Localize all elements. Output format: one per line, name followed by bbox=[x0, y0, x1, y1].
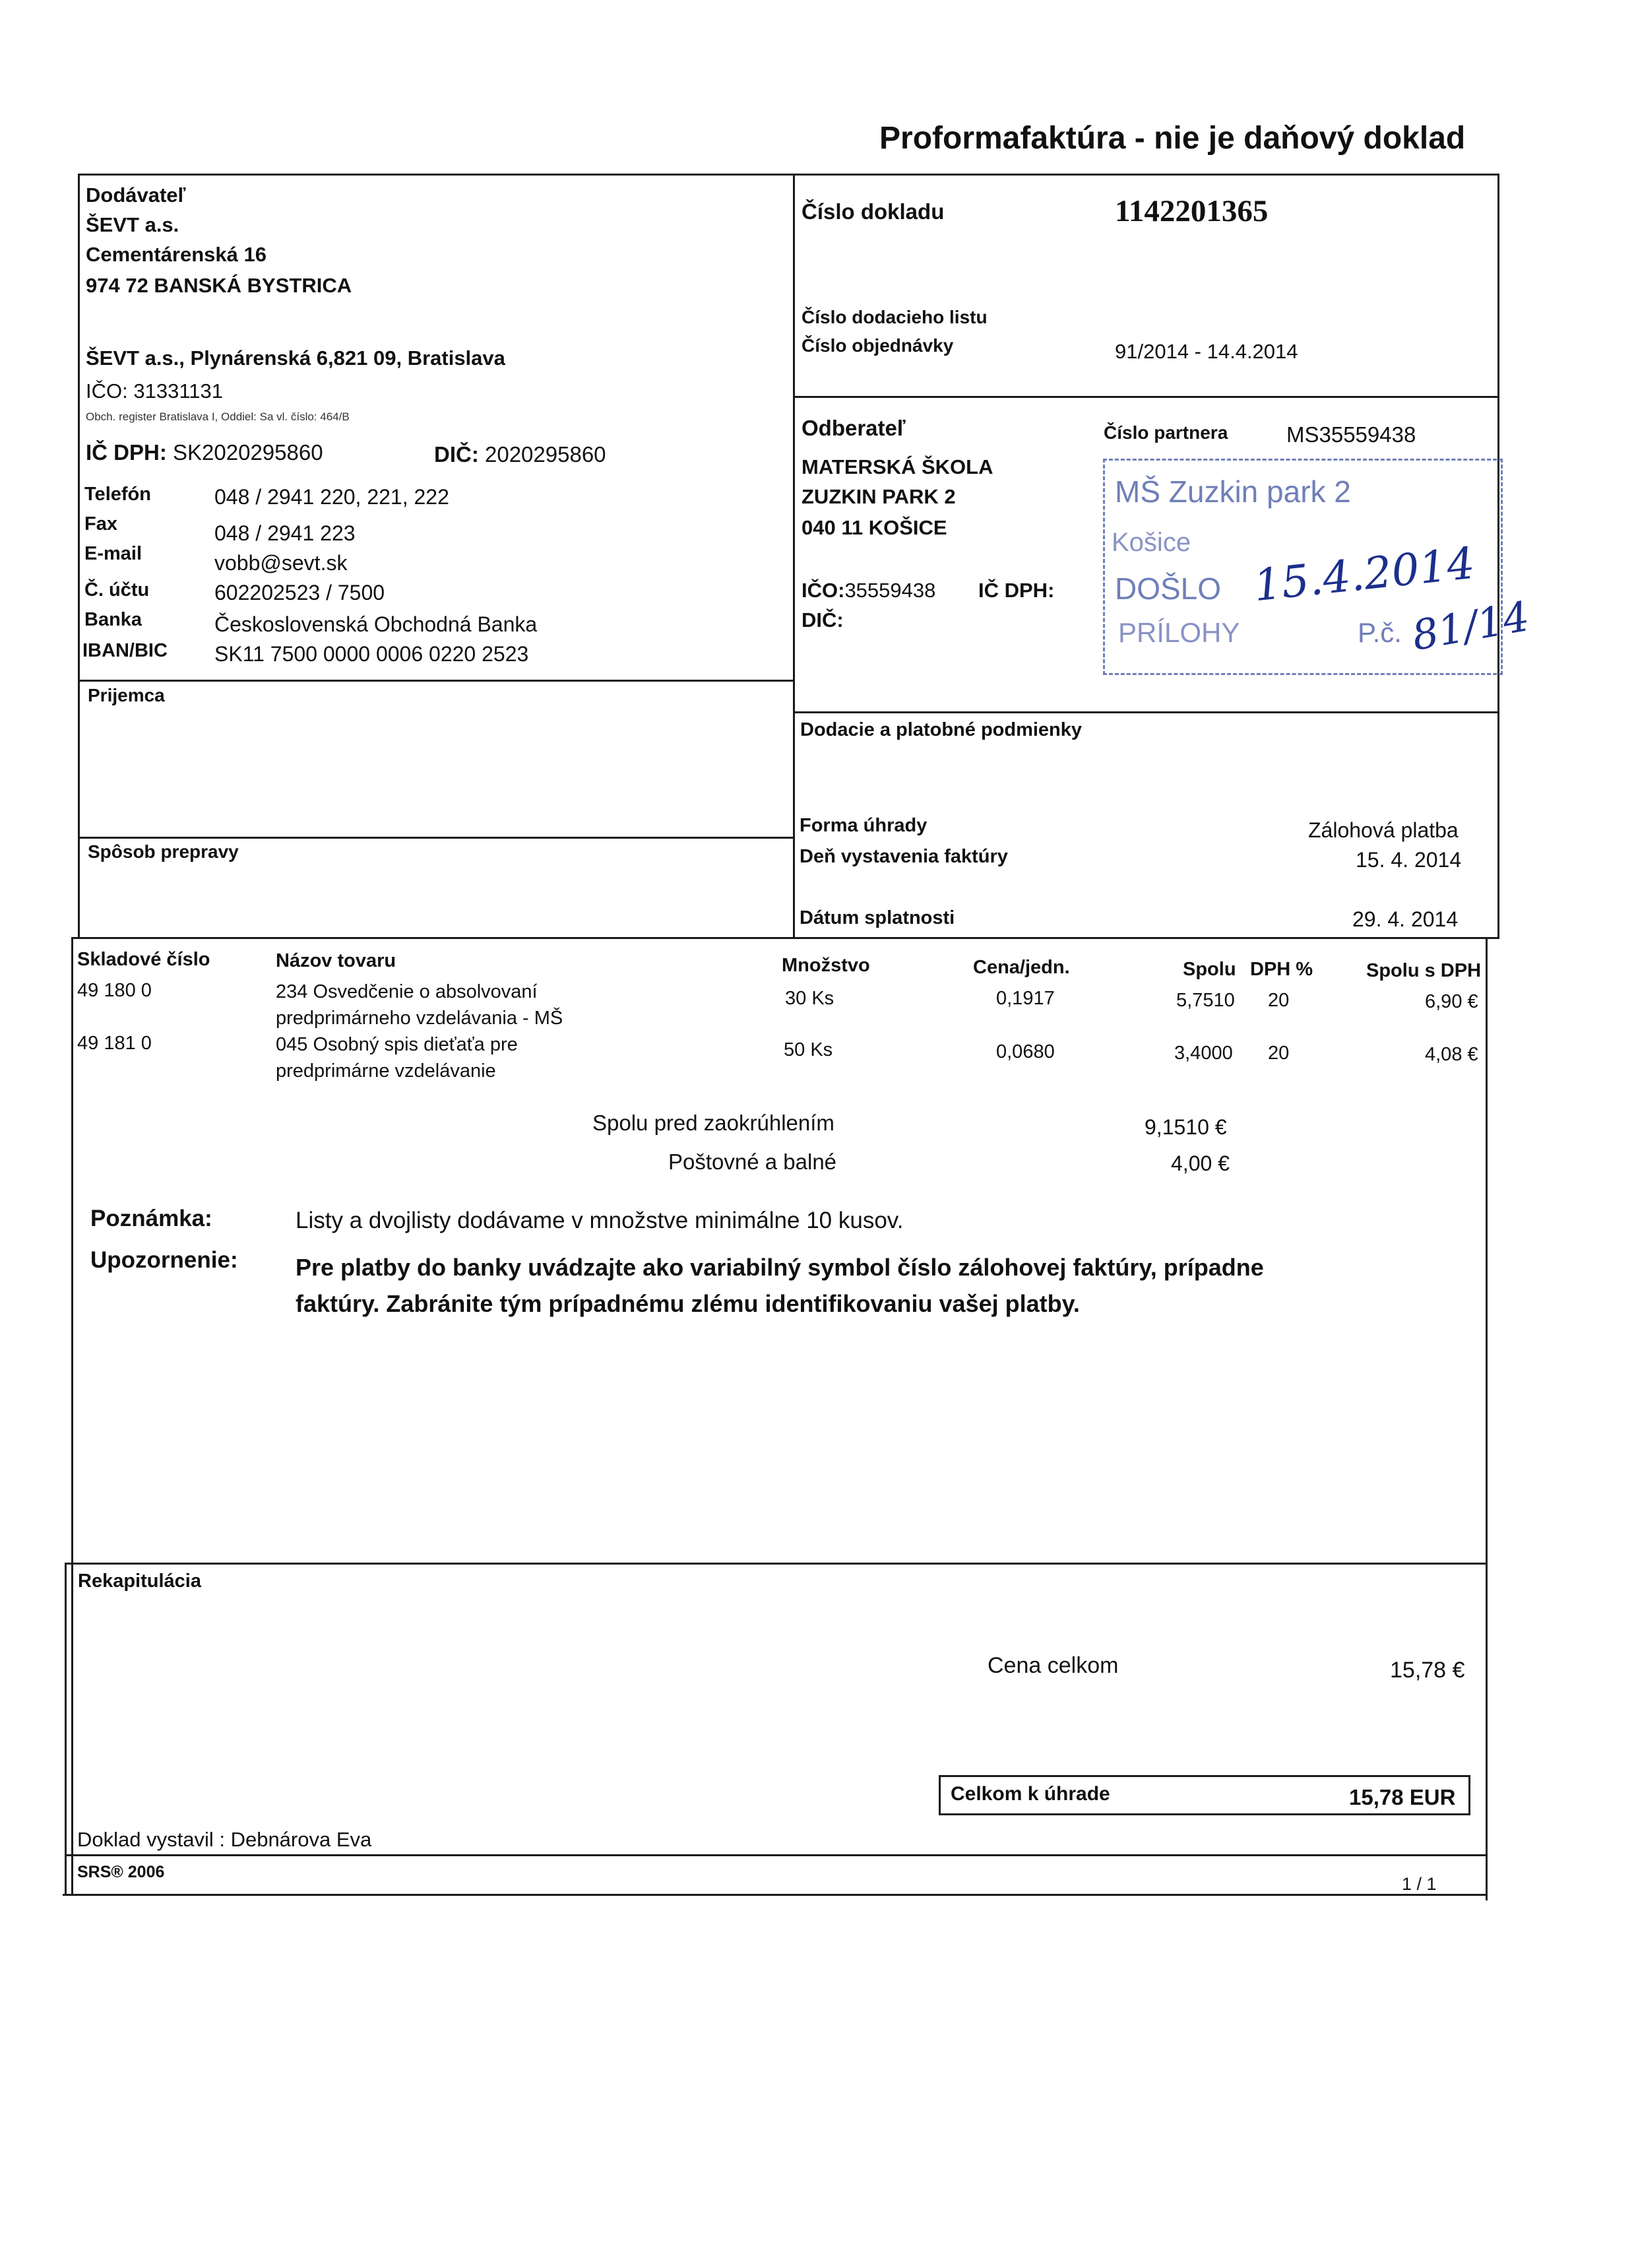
delivery-list-label: Číslo dodacieho listu bbox=[802, 307, 988, 327]
col-name-header: Názov tovaru bbox=[276, 950, 396, 971]
payment-value: Zálohová platba bbox=[1308, 818, 1459, 842]
order-value: 91/2014 - 14.4.2014 bbox=[1115, 340, 1298, 363]
supplier-icdph-label: IČ DPH: bbox=[86, 440, 167, 465]
supplier-ico-label: IČO: bbox=[86, 379, 128, 403]
recap-heading: Rekapitulácia bbox=[78, 1571, 201, 1592]
software-label: SRS® 2006 bbox=[77, 1863, 165, 1881]
stamp-line2: Košice bbox=[1112, 528, 1191, 557]
recipient-bottom bbox=[78, 837, 794, 839]
supplier-heading: Dodávateľ bbox=[86, 183, 186, 207]
items-top bbox=[71, 937, 1499, 939]
supplier-dic-value: 2020295860 bbox=[485, 442, 606, 467]
transport-label: Spôsob prepravy bbox=[88, 841, 239, 862]
warning-line2: faktúry. Zabránite tým prípadnému zlému identifikovaniu vašej platby. bbox=[296, 1290, 1080, 1317]
doc-number-label: Číslo dokladu bbox=[802, 199, 945, 224]
doc-number: 1142201365 bbox=[1115, 194, 1269, 228]
supplier-ico-value: 31331131 bbox=[133, 379, 223, 403]
frame-left-lower bbox=[71, 937, 73, 1894]
col-unitprice-header: Cena/jedn. bbox=[973, 957, 1070, 978]
stamp-line1: MŠ Zuzkin park 2 bbox=[1115, 474, 1351, 509]
contact-value-account: 602202523 / 7500 bbox=[214, 581, 385, 604]
terms-heading: Dodacie a platobné podmienky bbox=[800, 719, 1083, 740]
frame-mid-divider bbox=[793, 174, 795, 939]
col-sku-header: Skladové číslo bbox=[77, 949, 210, 970]
contact-value-phone: 048 / 2941 220, 221, 222 bbox=[214, 485, 449, 509]
customer-street: ZUZKIN PARK 2 bbox=[802, 485, 956, 508]
col-total-header: Spolu bbox=[1183, 959, 1236, 980]
issue-date-label: Deň vystavenia faktúry bbox=[800, 846, 1008, 867]
frame-top bbox=[78, 174, 1499, 176]
col-qty-header: Množstvo bbox=[782, 955, 870, 976]
contact-value-email: vobb@sevt.sk bbox=[214, 551, 348, 575]
frame-right-lower bbox=[1486, 937, 1488, 1900]
contact-value-fax: 048 / 2941 223 bbox=[214, 521, 356, 545]
customer-name: MATERSKÁ ŠKOLA bbox=[802, 455, 993, 478]
supplier-register: Obch. register Bratislava I, Oddiel: Sa vl. číslo: 464/B bbox=[86, 410, 350, 423]
customer-ico bbox=[802, 579, 935, 602]
due-date-value: 29. 4. 2014 bbox=[1352, 907, 1459, 931]
due-date-label: Dátum splatnosti bbox=[800, 907, 955, 928]
col-vat-header: DPH % bbox=[1250, 959, 1313, 980]
supplier-hq: ŠEVT a.s., Plynárenská 6,821 09, Bratislava bbox=[86, 346, 505, 370]
warning-line1: Pre platby do banky uvádzajte ako variabilný symbol číslo zálohovej faktúry, prípadne bbox=[296, 1254, 1264, 1281]
contact-label-email: E-mail bbox=[84, 543, 142, 564]
frame-left-upper bbox=[78, 174, 80, 939]
note-label: Poznámka: bbox=[90, 1206, 212, 1231]
customer-heading: Odberateľ bbox=[802, 416, 906, 440]
payment-label: Forma úhrady bbox=[800, 815, 928, 836]
contact-value-bank: Československá Obchodná Banka bbox=[214, 612, 538, 636]
row2-name1: 045 Osobný spis dieťaťa pre bbox=[276, 1034, 518, 1055]
customer-dic-label: DIČ: bbox=[802, 608, 844, 632]
row2-name2: predprimárne vzdelávanie bbox=[276, 1060, 496, 1082]
contact-label-iban: IBAN/BIC bbox=[82, 640, 168, 661]
row1-name1: 234 Osvedčenie o absolvovaní bbox=[276, 981, 538, 1002]
issued-by: Doklad vystavil : Debnárova Eva bbox=[77, 1828, 372, 1851]
contact-value-iban: SK11 7500 0000 0006 0220 2523 bbox=[214, 642, 529, 666]
row1-qty: 30 Ks bbox=[785, 988, 834, 1009]
col-totalvat-header: Spolu s DPH bbox=[1366, 960, 1482, 981]
row2-sku: 49 181 0 bbox=[77, 1033, 152, 1054]
postage-value: 4,00 € bbox=[1171, 1151, 1230, 1175]
row1-name2: predprimárneho vzdelávania - MŠ bbox=[276, 1008, 563, 1029]
supplier-bottom bbox=[78, 680, 794, 682]
customer-icdph-label: IČ DPH: bbox=[978, 579, 1055, 602]
supplier-dic bbox=[434, 442, 606, 467]
row2-totalvat: 4,08 € bbox=[1425, 1044, 1478, 1065]
recap-top bbox=[66, 1563, 1488, 1565]
row2-unitprice: 0,0680 bbox=[996, 1041, 1055, 1062]
subtotal-rounding-label: Spolu pred zaokrúhlením bbox=[592, 1111, 834, 1135]
row2-total: 3,4000 bbox=[1174, 1043, 1233, 1064]
contact-label-phone: Telefón bbox=[84, 484, 151, 505]
supplier-street: Cementárenská 16 bbox=[86, 243, 267, 266]
supplier-dic-label: DIČ: bbox=[434, 442, 479, 467]
row1-vat: 20 bbox=[1268, 990, 1290, 1011]
customer-ico-label: IČO: bbox=[802, 579, 845, 602]
docbox-bottom bbox=[793, 396, 1499, 398]
document-title: Proformafaktúra - nie je daňový doklad bbox=[879, 121, 1466, 156]
row2-qty: 50 Ks bbox=[784, 1039, 833, 1060]
page-number: 1 / 1 bbox=[1402, 1874, 1437, 1894]
footer-bottom bbox=[63, 1894, 1488, 1896]
supplier-ico bbox=[86, 379, 223, 403]
supplier-city: 974 72 BANSKÁ BYSTRICA bbox=[86, 274, 352, 297]
partner-label: Číslo partnera bbox=[1104, 422, 1228, 443]
postage-label: Poštovné a balné bbox=[668, 1150, 837, 1174]
pay-total-value: 15,78 EUR bbox=[1349, 1785, 1456, 1809]
supplier-icdph-value: SK2020295860 bbox=[173, 440, 323, 465]
row1-sku: 49 180 0 bbox=[77, 980, 152, 1001]
customer-city: 040 11 KOŠICE bbox=[802, 516, 947, 539]
row1-totalvat: 6,90 € bbox=[1425, 991, 1478, 1012]
order-label: Číslo objednávky bbox=[802, 335, 954, 356]
recap-total-label: Cena celkom bbox=[988, 1653, 1119, 1678]
customerbox-bottom bbox=[793, 711, 1499, 713]
row2-vat: 20 bbox=[1268, 1043, 1290, 1064]
stamp-handwritten-date: 15.4.2014 bbox=[1251, 537, 1478, 612]
contact-label-bank: Banka bbox=[84, 609, 142, 630]
partner-value: MS35559438 bbox=[1286, 422, 1416, 447]
note-text: Listy a dvojlisty dodávame v množstve minimálne 10 kusov. bbox=[296, 1208, 904, 1233]
supplier-name: ŠEVT a.s. bbox=[86, 213, 179, 236]
customer-ico-value: 35559438 bbox=[844, 579, 936, 602]
subtotal-rounding-value: 9,1510 € bbox=[1145, 1115, 1227, 1139]
supplier-icdph bbox=[86, 440, 323, 465]
pay-total-label: Celkom k úhrade bbox=[951, 1783, 1110, 1805]
recap-total-value: 15,78 € bbox=[1390, 1658, 1465, 1683]
stamp-line4: PRÍLOHY bbox=[1118, 617, 1240, 648]
contact-label-account: Č. účtu bbox=[84, 579, 150, 600]
stamp-line3: DOŠLO bbox=[1115, 571, 1222, 606]
frame-left-bottom bbox=[65, 1563, 67, 1896]
row1-unitprice: 0,1917 bbox=[996, 988, 1055, 1009]
issue-date-value: 15. 4. 2014 bbox=[1356, 848, 1462, 872]
row1-total: 5,7510 bbox=[1176, 990, 1235, 1011]
stamp-handwritten-number: 81/14 bbox=[1408, 592, 1533, 660]
recipient-label: Prijemca bbox=[88, 685, 165, 705]
stamp-pc-label: P.č. bbox=[1358, 617, 1402, 648]
warning-label: Upozornenie: bbox=[90, 1247, 238, 1273]
contact-label-fax: Fax bbox=[84, 513, 117, 535]
footer-top bbox=[66, 1854, 1488, 1856]
